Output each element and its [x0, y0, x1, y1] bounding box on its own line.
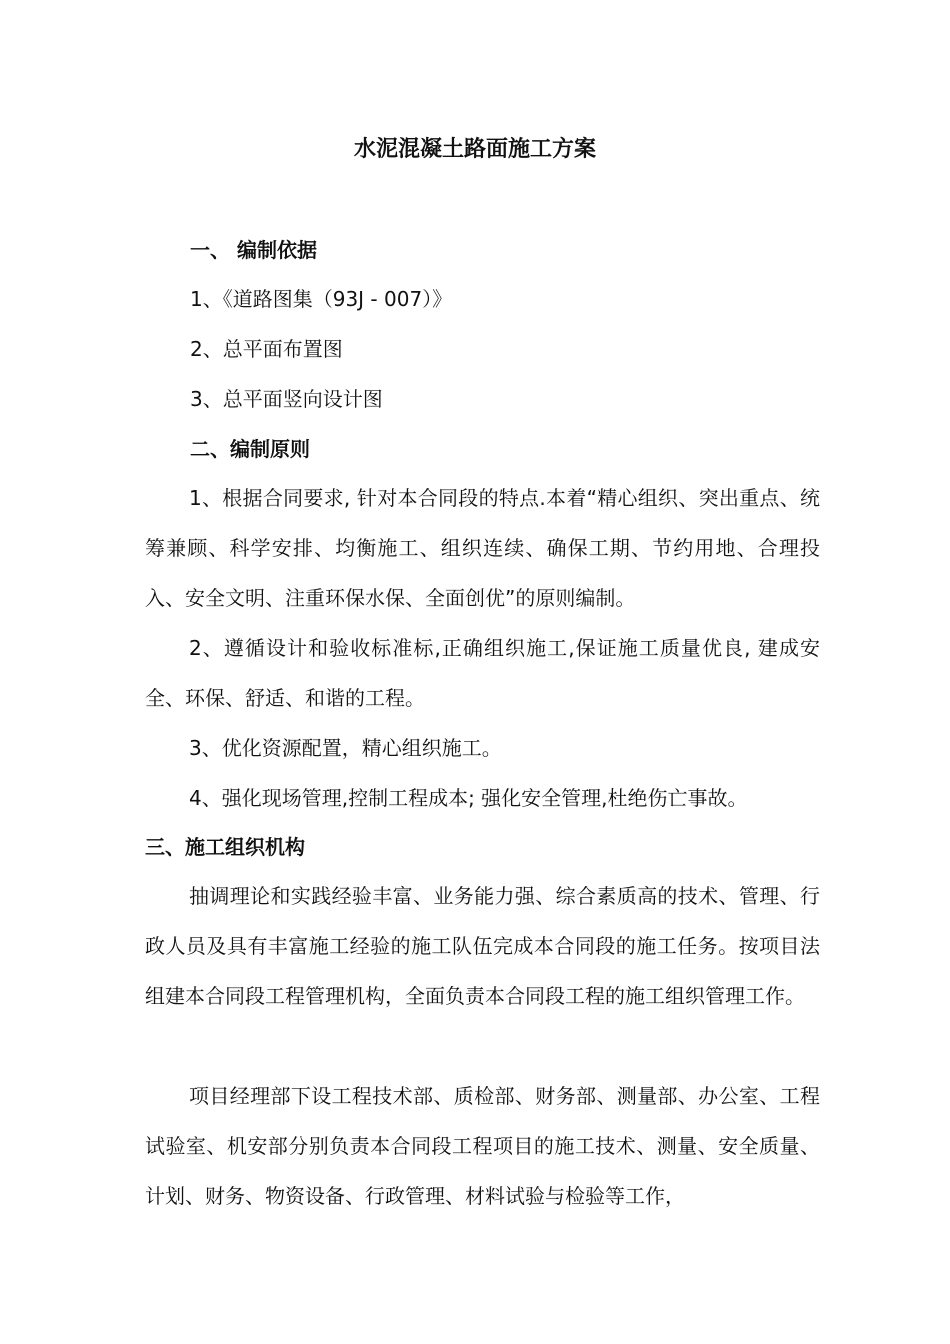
organization-paragraph-2: 项目经理部下设工程技术部、质检部、财务部、测量部、办公室、工程试验室、机安部分别负责本合同段工程项目的施工技术、测量、安全质量、计划、财务、物资设备、行政管理、材料试验与检验等工作，: [145, 1084, 820, 1208]
reference-item-1: 1、《道路图集（93J - 007）》: [190, 287, 453, 311]
reference-item-2: 2、总平面布置图: [190, 337, 343, 361]
document-title: 水泥混凝土路面施工方案: [353, 137, 596, 162]
principle-paragraph-4: 4、强化现场管理,控制工程成本; 强化安全管理,杜绝伤亡事故。: [189, 786, 748, 810]
principle-paragraph-2: 2、遵循设计和验收标准标,正确组织施工,保证施工质量优良, 建成安全、环保、舒适、和谐的工程。: [145, 636, 820, 710]
section1-heading: 一、 编制依据: [190, 238, 317, 262]
section3-heading: 三、施工组织机构: [145, 835, 305, 859]
principle-paragraph-3: 3、优化资源配置，精心组织施工。: [189, 736, 502, 760]
section2-heading: 二、编制原则: [190, 437, 310, 461]
organization-paragraph-1: 抽调理论和实践经验丰富、业务能力强、综合素质高的技术、管理、行政人员及具有丰富施工经验的施工队伍完成本合同段的施工任务。按项目法组建本合同段工程管理机构，全面负责本合同段工程的施工组织管理工作。: [145, 884, 820, 1008]
reference-item-3: 3、总平面竖向设计图: [190, 387, 383, 411]
principle-paragraph-1: 1、根据合同要求, 针对本合同段的特点.本着“精心组织、突出重点、统筹兼顾、科学安排、均衡施工、组织连续、确保工期、节约用地、合理投入、安全文明、注重环保水保、全面创优”的原则编制。: [145, 486, 820, 610]
